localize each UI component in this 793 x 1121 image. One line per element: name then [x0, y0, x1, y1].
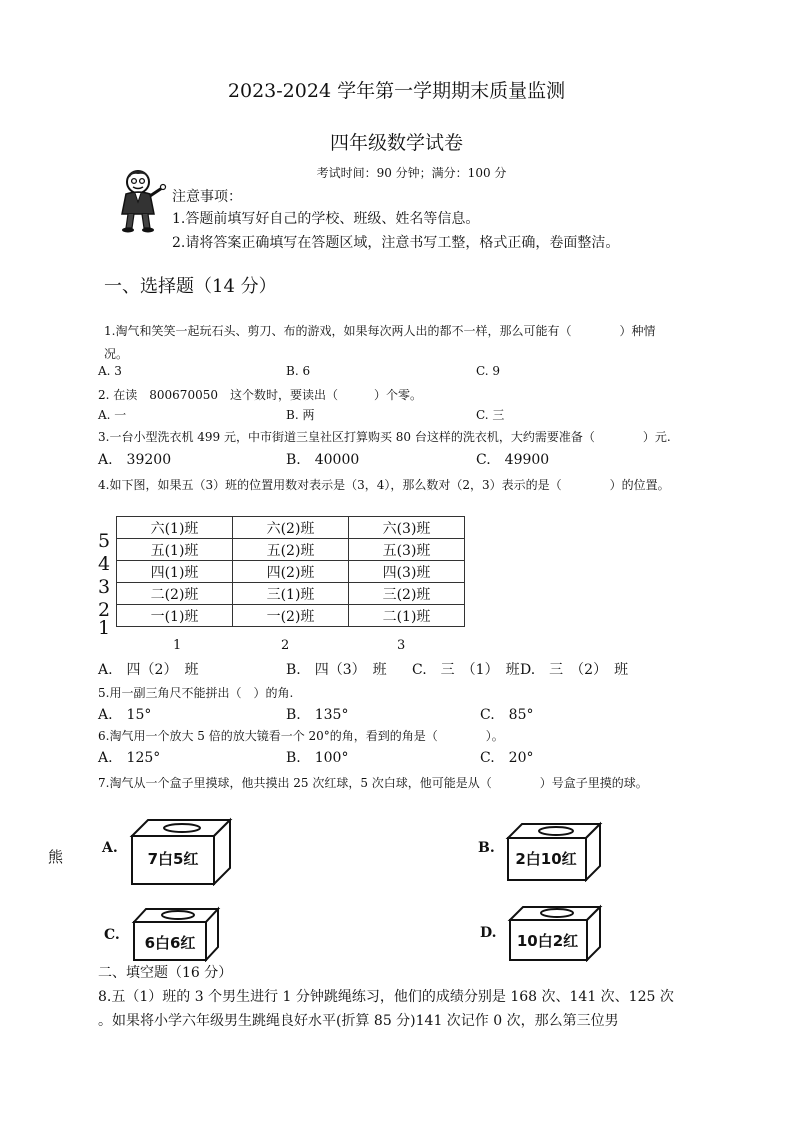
notice-item-2: 2.请将答案正确填写在答题区域，注意书写工整，格式正确，卷面整洁。 — [172, 235, 620, 251]
question-6-option-b: B. 100° — [286, 750, 349, 766]
question-4-option-d: D. 三 （2） 班 — [520, 662, 629, 678]
box-a-letter: A. — [102, 840, 118, 856]
row-number-1: 1 — [98, 617, 111, 639]
question-4-option-a: A. 四（2） 班 — [98, 662, 199, 678]
grid-cell: 四(2)班 — [233, 561, 349, 583]
notice-item-1: 1.答题前填写好自己的学校、班级、姓名等信息。 — [172, 211, 480, 227]
seating-grid — [116, 516, 465, 627]
section-2-heading: 二、填空题（16 分） — [98, 965, 233, 981]
question-5-text: 5.用一副三角尺不能拼出（ ）的角. — [98, 686, 294, 700]
question-6-option-c: C. 20° — [480, 750, 534, 766]
table-row — [117, 605, 465, 627]
column-number-3: 3 — [397, 638, 406, 653]
question-4-option-b: B. 四（3） 班 — [286, 662, 387, 678]
grid-cell: 四(3)班 — [349, 561, 465, 583]
question-1-option-a: A. 3 — [98, 364, 122, 378]
row-number-2: 2 — [98, 599, 111, 621]
table-row — [117, 539, 465, 561]
box-d-label: 10白2红 — [516, 932, 579, 950]
question-3-option-a: A. 39200 — [98, 452, 172, 468]
question-4-option-c: C. 三 （1） 班 — [412, 662, 520, 678]
question-5-option-a: A. 15° — [98, 707, 152, 723]
mascot-teacher-icon — [116, 168, 168, 234]
notice-title: 注意事项： — [172, 189, 242, 205]
question-5-option-b: B. 135° — [286, 707, 349, 723]
box-a-label: 7白5红 — [147, 850, 199, 868]
question-4-text: 4.如下图，如果五（3）班的位置用数对表示是（3，4），那么数对（2，3）表示的是（ ）的位置。 — [98, 478, 670, 492]
grid-cell: 四(1)班 — [117, 561, 233, 583]
question-6-text: 6.淘气用一个放大 5 倍的放大镜看一个 20°的角，看到的角是（ ）。 — [98, 729, 504, 743]
grid-cell: 六(2)班 — [233, 517, 349, 539]
question-3-option-b: B. 40000 — [286, 452, 360, 468]
grid-cell: 一(1)班 — [117, 605, 233, 627]
grid-cell: 五(1)班 — [117, 539, 233, 561]
grid-cell: 五(2)班 — [233, 539, 349, 561]
question-3-text: 3.一台小型洗衣机 499 元，中市街道三皇社区打算购买 80 台这样的洗衣机，大约需要准备（ ）元. — [98, 430, 671, 444]
table-row — [117, 517, 465, 539]
section-1-heading: 一、选择题（14 分） — [104, 276, 277, 297]
grid-cell: 五(3)班 — [349, 539, 465, 561]
exam-subtitle: 四年级数学试卷 — [329, 132, 463, 154]
box-b-label: 2白10红 — [515, 850, 577, 868]
question-1-text-cont: 况。 — [104, 347, 129, 361]
row-number-4: 4 — [98, 553, 111, 575]
question-1-option-b: B. 6 — [286, 364, 311, 378]
box-b-letter: B. — [478, 840, 495, 856]
exam-meta: 考试时间：90 分钟；满分：100 分 — [316, 166, 507, 180]
row-number-5: 5 — [98, 530, 111, 552]
grid-cell: 六(3)班 — [349, 517, 465, 539]
question-8-line-2: 。如果将小学六年级男生跳绳良好水平(折算 85 分)141 次记作 0 次，那么第三位男 — [98, 1013, 619, 1029]
grid-cell: 一(2)班 — [233, 605, 349, 627]
grid-cell: 三(1)班 — [233, 583, 349, 605]
question-6-option-a: A. 125° — [98, 750, 161, 766]
grid-cell: 二(1)班 — [349, 605, 465, 627]
box-c-letter: C. — [104, 927, 120, 943]
question-8-line-1: 8.五（1）班的 3 个男生进行 1 分钟跳绳练习，他们的成绩分别是 168 次、141 次、125 次 — [98, 989, 674, 1005]
question-1-option-c: C. 9 — [476, 364, 501, 378]
question-7-text: 7.淘气从一个盒子里摸球，他共摸出 25 次红球，5 次白球，他可能是从（ ）号盒子里摸的球。 — [98, 776, 648, 790]
question-5-option-c: C. 85° — [480, 707, 534, 723]
question-2-option-a: A. 一 — [98, 408, 127, 422]
exam-title: 2023-2024 学年第一学期期末质量监测 — [227, 80, 566, 102]
question-2-option-b: B. 两 — [286, 408, 315, 422]
grid-cell: 六(1)班 — [117, 517, 233, 539]
margin-character: 熊 — [48, 848, 64, 866]
box-d-letter: D. — [480, 925, 497, 941]
question-3-option-c: C. 49900 — [476, 452, 550, 468]
question-2-option-c: C. 三 — [476, 408, 505, 422]
table-row — [117, 583, 465, 605]
question-1-text: 1.淘气和笑笑一起玩石头、剪刀、布的游戏，如果每次两人出的都不一样，那么可能有（ ）种情 — [104, 324, 656, 338]
table-row — [117, 561, 465, 583]
row-number-3: 3 — [98, 576, 111, 598]
grid-cell: 二(2)班 — [117, 583, 233, 605]
box-c-label: 6白6红 — [144, 934, 196, 952]
column-number-1: 1 — [173, 638, 182, 653]
question-2-text: 2. 在读 800670050 这个数时，要读出（ ）个零。 — [98, 388, 422, 402]
grid-cell: 三(2)班 — [349, 583, 465, 605]
column-number-2: 2 — [281, 638, 290, 653]
